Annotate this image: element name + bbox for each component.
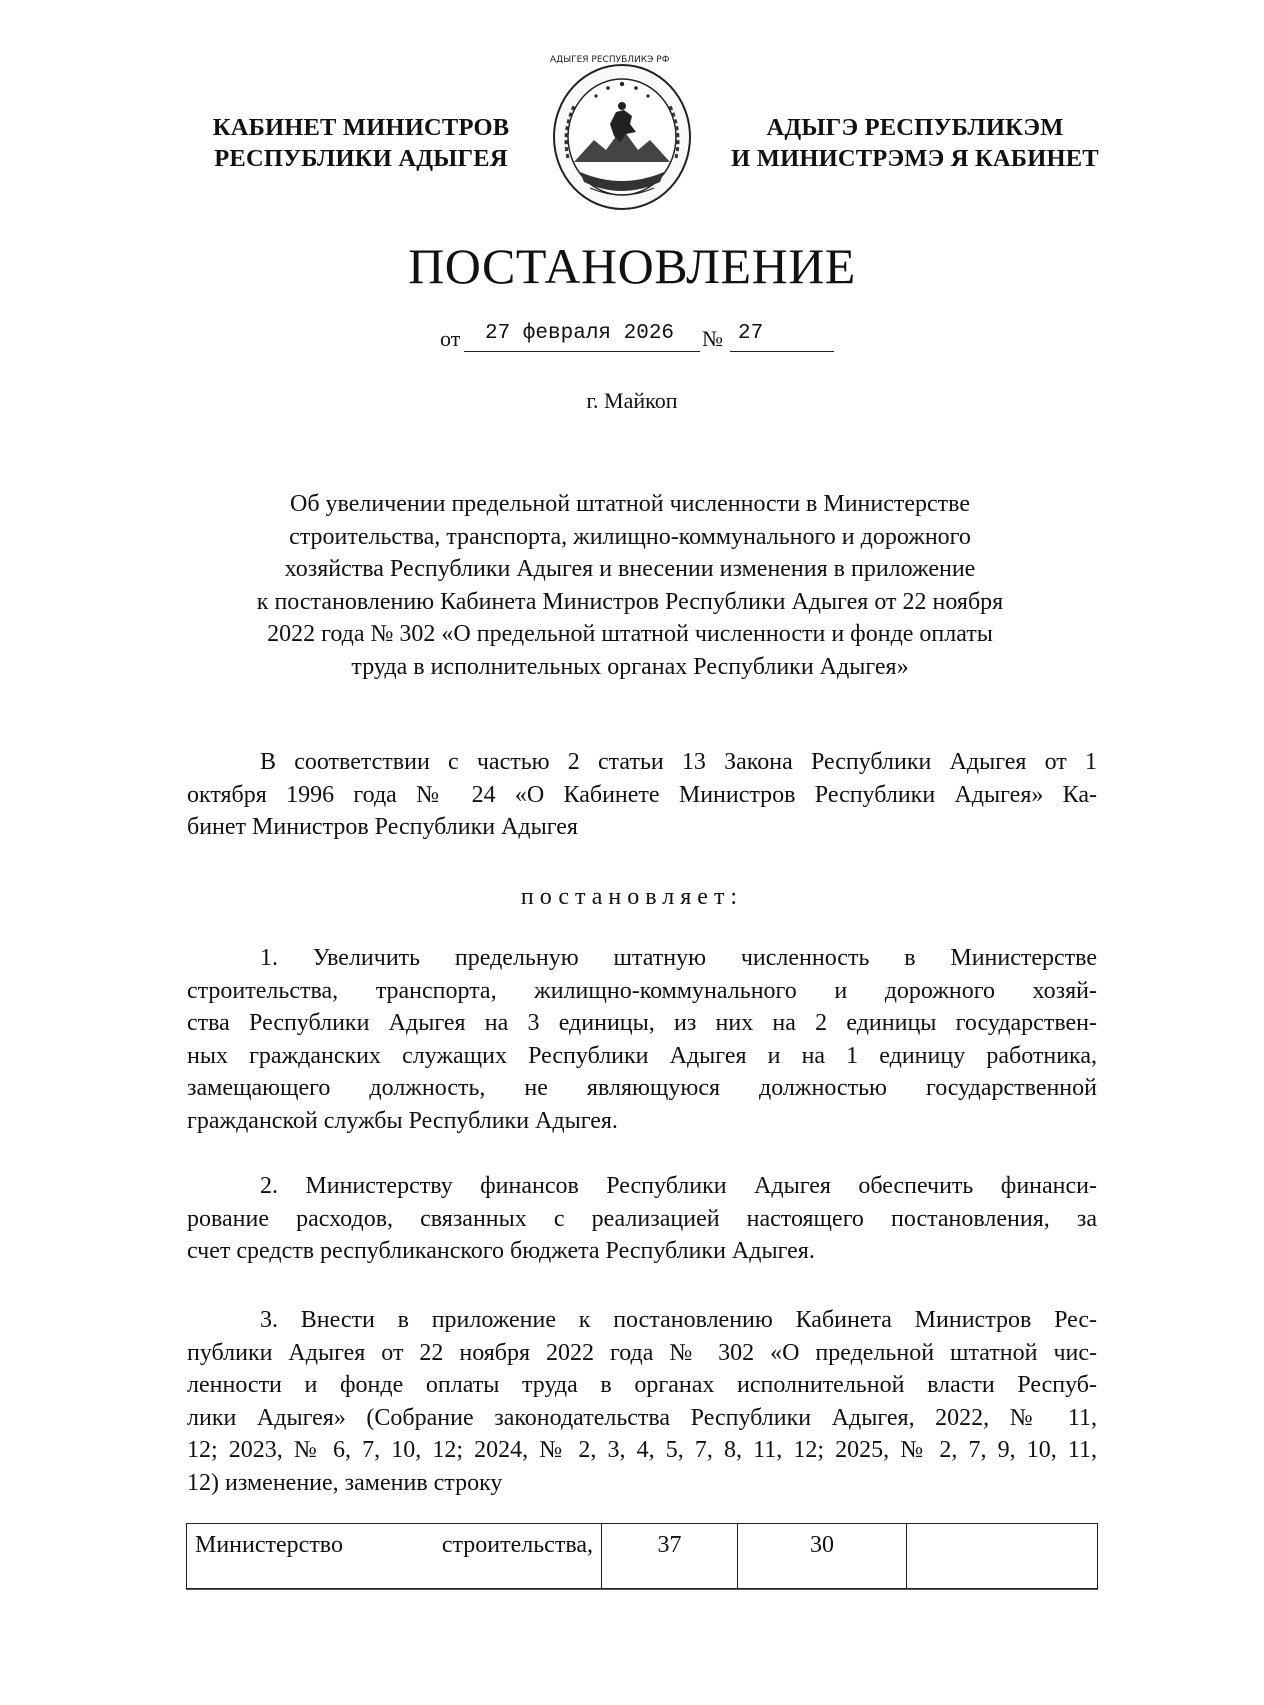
decree-date: 27 февраля 2026 bbox=[485, 322, 675, 345]
state-emblem bbox=[550, 55, 694, 212]
document-title: ПОСТАНОВЛЕНИЕ bbox=[408, 238, 856, 294]
point-3-paragraph bbox=[187, 1304, 1097, 1499]
table-bottom-rule bbox=[186, 1589, 1098, 1590]
paragraph-line: 1. Увеличить предельную штатную численность в Министерстве bbox=[260, 945, 1097, 971]
paragraph-line: рование расходов, связанных с реализацией настоящего постановления, за bbox=[187, 1205, 1097, 1232]
paragraph-line: 3. Внести в приложение к постановлению Кабинета Министров Рес- bbox=[260, 1307, 1097, 1333]
header-left-line-2: РЕСПУБЛИКИ АДЫГЕЯ bbox=[214, 145, 508, 172]
paragraph-line: ных гражданских служащих Республики Адыгея и на 1 единицу работника, bbox=[187, 1042, 1097, 1069]
paragraph-line: строительства, транспорта, жилищно-коммунального и дорожного хозяй- bbox=[187, 977, 1097, 1004]
date-underline bbox=[464, 351, 700, 352]
paragraph-line: ленности и фонде оплаты труда в органах исполнительной власти Респуб- bbox=[187, 1372, 1097, 1398]
paragraph-line: публики Адыгея от 22 ноября 2022 года № 302 «О предельной штатной чис- bbox=[187, 1339, 1097, 1366]
city: г. Майкоп bbox=[586, 388, 678, 413]
emblem-ring-text: АДЫГЕЯ РЕСПУБЛИКЭ РФ bbox=[550, 55, 670, 65]
paragraph-line: лики Адыгея» (Собрание законодательства Республики Адыгея, 2022, № 11, bbox=[187, 1404, 1097, 1431]
decree-subject bbox=[180, 488, 1080, 683]
paragraph-line: гражданской службы Республики Адыгея. bbox=[187, 1107, 618, 1134]
subject-line: 2022 года № 302 «О предельной штатной численности и фонде оплаты bbox=[267, 621, 993, 647]
subject-line: строительства, транспорта, жилищно-коммунального и дорожного bbox=[289, 523, 971, 550]
subject-line: хозяйства Республики Адыгея и внесении изменения в приложение bbox=[284, 556, 976, 582]
number-label: № bbox=[702, 326, 723, 351]
decree-number: 27 bbox=[738, 322, 764, 345]
table-cell-value-3 bbox=[906, 1524, 1097, 1588]
header-left-line-1: КАБИНЕТ МИНИСТРОВ bbox=[212, 114, 510, 141]
date-from-label: от bbox=[440, 326, 461, 351]
header-left-ministry-name bbox=[196, 112, 526, 174]
paragraph-line: 2. Министерству финансов Республики Адыгея обеспечить финанси- bbox=[260, 1173, 1097, 1199]
paragraph-line: ства Республики Адыгея на 3 единицы, из них на 2 единицы государствен- bbox=[187, 1010, 1097, 1036]
resolve-word: постановляет: bbox=[520, 884, 744, 910]
paragraph-line: 12; 2023, № 6, 7, 10, 12; 2024, № 2, 3, 4, 5, 7, 8, 11, 12; 2025, № 2, 7, 9, 10, 11, bbox=[187, 1437, 1097, 1463]
paragraph-line: счет средств республиканского бюджета Республики Адыгея. bbox=[187, 1238, 815, 1264]
paragraph-line: 12) изменение, заменив строку bbox=[187, 1469, 503, 1496]
point-1-paragraph bbox=[187, 942, 1097, 1137]
table-cell-value-2: 30 bbox=[737, 1524, 906, 1588]
table-cell-text: Министерство bbox=[195, 1532, 343, 1558]
subject-line: Об увеличении предельной штатной численности в Министерстве bbox=[289, 491, 971, 517]
number-underline bbox=[730, 351, 834, 352]
paragraph-line: замещающего должность, не являющуюся должностью государственной bbox=[187, 1075, 1097, 1101]
header-right-ministry-name bbox=[725, 112, 1105, 174]
preamble-paragraph bbox=[187, 746, 1097, 844]
subject-line: труда в исполнительных органах Республики Адыгея» bbox=[351, 653, 909, 680]
decree-date-number-row bbox=[440, 324, 840, 354]
emblem-seal-icon bbox=[550, 55, 694, 212]
replaced-table-row bbox=[186, 1523, 1098, 1589]
header-right-line-1: АДЫГЭ РЕСПУБЛИКЭМ bbox=[766, 114, 1064, 141]
table-cell-value-1: 37 bbox=[601, 1524, 737, 1588]
header-right-line-2: И МИНИСТРЭМЭ Я КАБИНЕТ bbox=[731, 145, 1099, 172]
table-cell-ministry bbox=[187, 1524, 601, 1588]
table-cell-text: строительства, bbox=[441, 1532, 593, 1558]
subject-line: к постановлению Кабинета Министров Республики Адыгея от 22 ноября bbox=[256, 588, 1004, 615]
paragraph-line: В соответствии с частью 2 статьи 13 Закона Республики Адыгея от 1 bbox=[260, 749, 1097, 775]
paragraph-line: бинет Министров Республики Адыгея bbox=[187, 814, 578, 840]
point-2-paragraph bbox=[187, 1170, 1097, 1268]
paragraph-line: октября 1996 года № 24 «О Кабинете Министров Республики Адыгея» Ка- bbox=[187, 781, 1097, 808]
